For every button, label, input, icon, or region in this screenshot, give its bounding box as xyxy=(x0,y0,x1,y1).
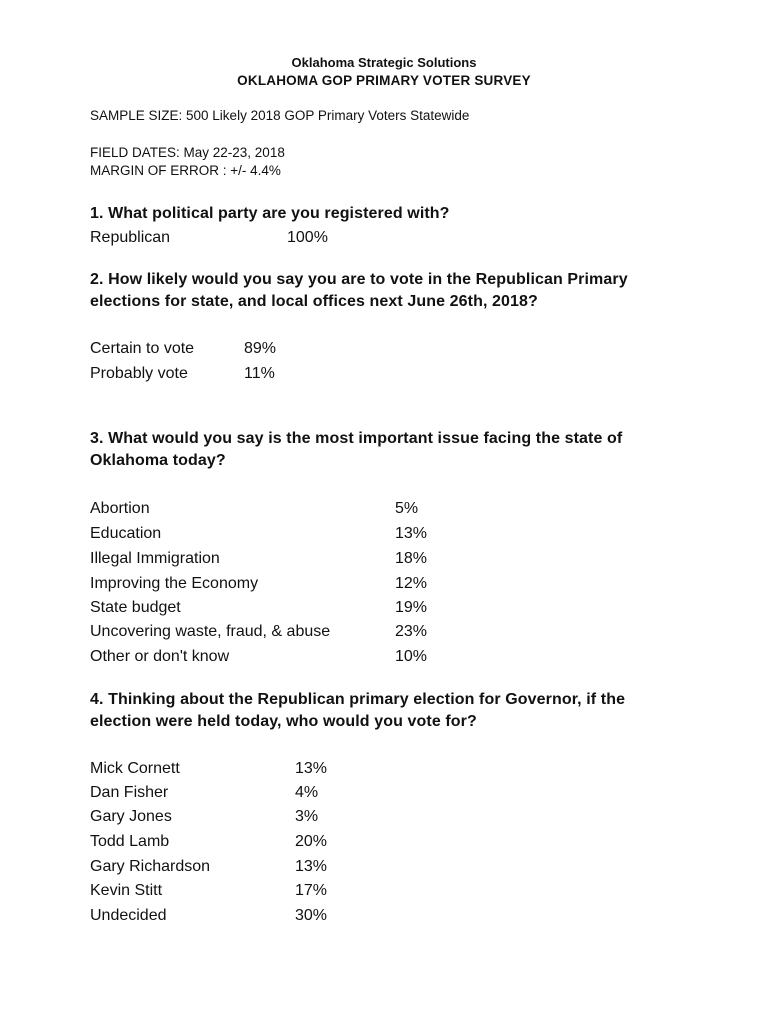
organization-name: Oklahoma Strategic Solutions xyxy=(291,55,477,70)
answer-value: 89% xyxy=(244,340,277,357)
answer-label: Republican xyxy=(90,229,171,246)
answer-label: Dan Fisher xyxy=(90,784,169,801)
answer-label: Abortion xyxy=(90,500,150,517)
answer-label: Undecided xyxy=(90,907,167,924)
question-4: 4. Thinking about the Republican primary election for Governor, if the election were held today, who would you vote for? xyxy=(90,691,626,730)
answer-value: 100% xyxy=(287,229,328,246)
answer-value: 18% xyxy=(395,550,428,567)
answer-value: 30% xyxy=(295,907,328,924)
answer-label: Kevin Stitt xyxy=(90,882,163,899)
question-2: 2. How likely would you say you are to vote in the Republican Primary elections for state, and local offices next June 26th, 2018? xyxy=(90,271,628,310)
answer-label: Education xyxy=(90,525,162,542)
answer-value: 17% xyxy=(295,882,328,899)
answer-value: 11% xyxy=(244,365,275,382)
answer-label: Gary Jones xyxy=(90,808,172,825)
answer-label: Illegal Immigration xyxy=(90,550,220,567)
answer-label: Mick Cornett xyxy=(90,760,180,777)
answer-label: Probably vote xyxy=(90,365,188,382)
question-3: 3. What would you say is the most important issue facing the state of Oklahoma today? xyxy=(90,430,623,469)
survey-title: OKLAHOMA GOP PRIMARY VOTER SURVEY xyxy=(237,73,531,88)
answer-label: Certain to vote xyxy=(90,340,195,357)
answer-value: 19% xyxy=(395,599,428,616)
answer-label: Gary Richardson xyxy=(90,858,211,875)
sample-size: SAMPLE SIZE: 500 Likely 2018 GOP Primary Voters Statewide xyxy=(90,108,470,123)
answer-value: 13% xyxy=(295,760,328,777)
answer-value: 4% xyxy=(295,784,319,801)
answer-value: 10% xyxy=(395,648,428,665)
answer-value: 13% xyxy=(395,525,428,542)
answer-label: Other or don't know xyxy=(90,648,230,665)
answer-label: Improving the Economy xyxy=(90,575,259,592)
answer-value: 13% xyxy=(295,858,328,875)
answer-value: 20% xyxy=(295,833,328,850)
field-dates: FIELD DATES: May 22-23, 2018 xyxy=(90,145,285,160)
margin-of-error: MARGIN OF ERROR : +/- 4.4% xyxy=(90,163,281,178)
answer-value: 5% xyxy=(395,500,419,517)
answer-label: Uncovering waste, fraud, & abuse xyxy=(90,623,331,640)
answer-value: 12% xyxy=(395,575,428,592)
answer-value: 23% xyxy=(395,623,428,640)
answer-label: State budget xyxy=(90,599,181,616)
answer-label: Todd Lamb xyxy=(90,833,170,850)
question-1: 1. What political party are you registered with? xyxy=(90,205,450,222)
answer-value: 3% xyxy=(295,808,319,825)
